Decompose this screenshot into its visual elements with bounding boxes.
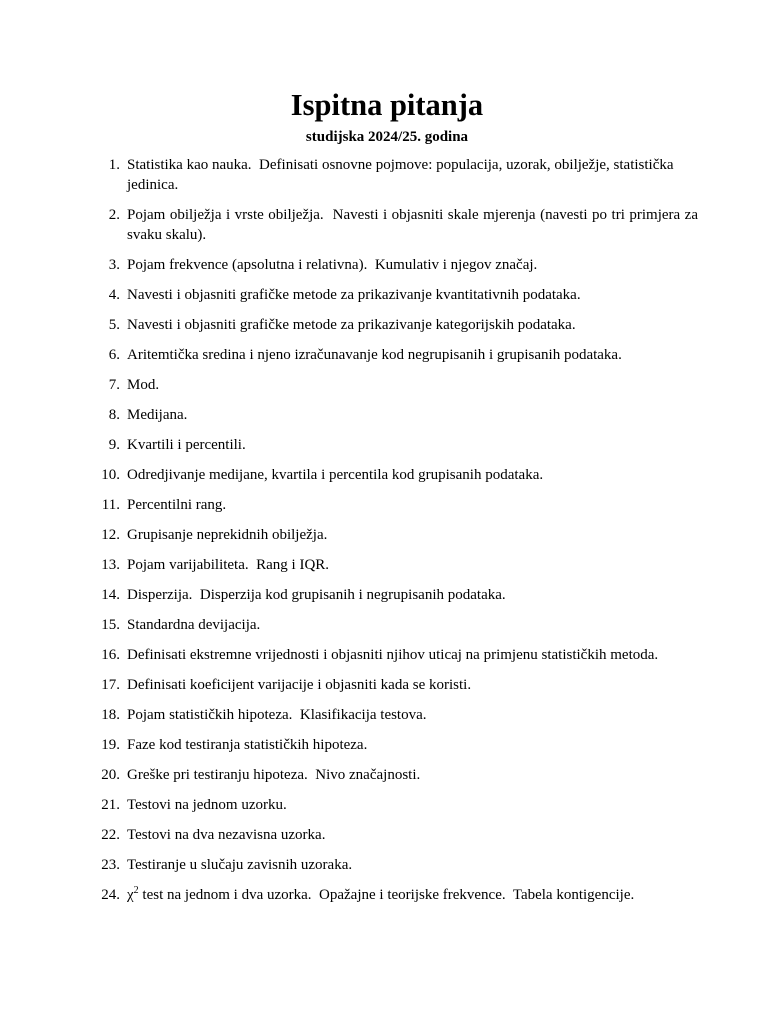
- list-item: [0, 645, 698, 665]
- question-text: Pojam statističkih hipoteza. Klasifikacija testova.: [127, 707, 427, 723]
- question-number: 6.: [108, 347, 120, 363]
- question-number: 1.: [108, 157, 120, 173]
- question-text: Testiranje u slučaju zavisnih uzoraka.: [127, 857, 353, 873]
- list-item: [0, 555, 698, 575]
- list-item: [0, 155, 698, 195]
- list-item: [0, 525, 698, 545]
- question-text: Definisati ekstremne vrijednosti i objasniti njihov uticaj na primjenu statističkih metoda.: [127, 647, 659, 663]
- question-number: 5.: [108, 317, 120, 333]
- question-number: 9.: [108, 437, 120, 453]
- question-text: Statistika kao nauka. Definisati osnovne pojmove: populacija, uzorak, obilježje, statistička jedinica.: [127, 157, 678, 193]
- page-title: Ispitna pitanja: [290, 88, 484, 122]
- question-number: 18.: [101, 707, 120, 723]
- question-text: Greške pri testiranju hipoteza. Nivo značajnosti.: [127, 767, 421, 783]
- list-item: [0, 855, 698, 875]
- question-number: 7.: [108, 377, 120, 393]
- list-item: [0, 675, 698, 695]
- question-number: 21.: [101, 797, 120, 813]
- question-text: Testovi na jednom uzorku.: [127, 797, 287, 813]
- list-item: [0, 345, 698, 365]
- question-text-rest: test na jednom i dva uzorka. Opažajne i teorijske frekvence. Tabela kontigencije.: [138, 887, 635, 903]
- question-text: Pojam obilježja i vrste obilježja. Navesti i objasniti skale mjerenja (navesti po tri primjera za svaku skalu).: [127, 207, 702, 243]
- question-text: Percentilni rang.: [127, 497, 227, 513]
- chi-square-symbol: [127, 887, 139, 903]
- list-item: [0, 285, 698, 305]
- question-number: 22.: [101, 827, 120, 843]
- list-item: [0, 465, 698, 485]
- question-number: 23.: [101, 857, 120, 873]
- list-item: [0, 405, 698, 425]
- question-text: Aritemtička sredina i njeno izračunavanje kod negrupisanih i grupisanih podataka.: [127, 347, 622, 363]
- list-item: [0, 615, 698, 635]
- question-text: Definisati koeficijent varijacije i objasniti kada se koristi.: [127, 677, 472, 693]
- list-item: [0, 825, 698, 845]
- question-number: 17.: [101, 677, 120, 693]
- list-item: [0, 765, 698, 785]
- question-number: 14.: [101, 587, 120, 603]
- question-text: Faze kod testiranja statističkih hipoteza.: [127, 737, 368, 753]
- question-number: 24.: [101, 887, 120, 903]
- question-number: 19.: [101, 737, 120, 753]
- list-item: [0, 735, 698, 755]
- list-item: [0, 315, 698, 335]
- question-text: Navesti i objasniti grafičke metode za prikazivanje kategorijskih podataka.: [127, 317, 576, 333]
- list-item: [0, 255, 698, 275]
- question-number: 4.: [108, 287, 120, 303]
- question-text: Pojam varijabiliteta. Rang i IQR.: [127, 557, 330, 573]
- question-number: 2.: [108, 207, 120, 223]
- list-item: [0, 585, 698, 605]
- question-text: Mod.: [127, 377, 160, 393]
- question-number: 15.: [101, 617, 120, 633]
- question-text: Navesti i objasniti grafičke metode za prikazivanje kvantitativnih podataka.: [127, 287, 581, 303]
- question-number: 3.: [108, 257, 120, 273]
- question-text: Testovi na dva nezavisna uzorka.: [127, 827, 326, 843]
- question-text: Standardna devijacija.: [127, 617, 261, 633]
- chi-symbol: χ: [127, 887, 134, 903]
- question-number: 11.: [101, 497, 120, 513]
- question-text: Grupisanje neprekidnih obilježja.: [127, 527, 328, 543]
- list-item: [0, 795, 698, 815]
- list-item: [0, 885, 698, 905]
- question-list: [0, 155, 768, 915]
- question-number: 16.: [101, 647, 120, 663]
- question-number: 13.: [101, 557, 120, 573]
- page-subtitle: studijska 2024/25. godina: [305, 129, 469, 145]
- question-text: Odredjivanje medijane, kvartila i percentila kod grupisanih podataka.: [127, 467, 544, 483]
- chi-superscript: 2: [133, 885, 139, 896]
- question-text: [127, 885, 698, 905]
- question-number: 8.: [108, 407, 120, 423]
- question-text: Pojam frekvence (apsolutna i relativna). Kumulativ i njegov značaj.: [127, 257, 538, 273]
- question-text: Disperzija. Disperzija kod grupisanih i negrupisanih podataka.: [127, 587, 506, 603]
- list-item: [0, 205, 702, 245]
- list-item: [0, 495, 698, 515]
- question-number: 10.: [101, 467, 120, 483]
- list-item: [0, 705, 698, 725]
- question-number: 20.: [101, 767, 120, 783]
- question-number: 12.: [101, 527, 120, 543]
- question-text: Medijana.: [127, 407, 188, 423]
- question-text: Kvartili i percentili.: [127, 437, 246, 453]
- list-item: [0, 435, 698, 455]
- list-item: [0, 375, 698, 395]
